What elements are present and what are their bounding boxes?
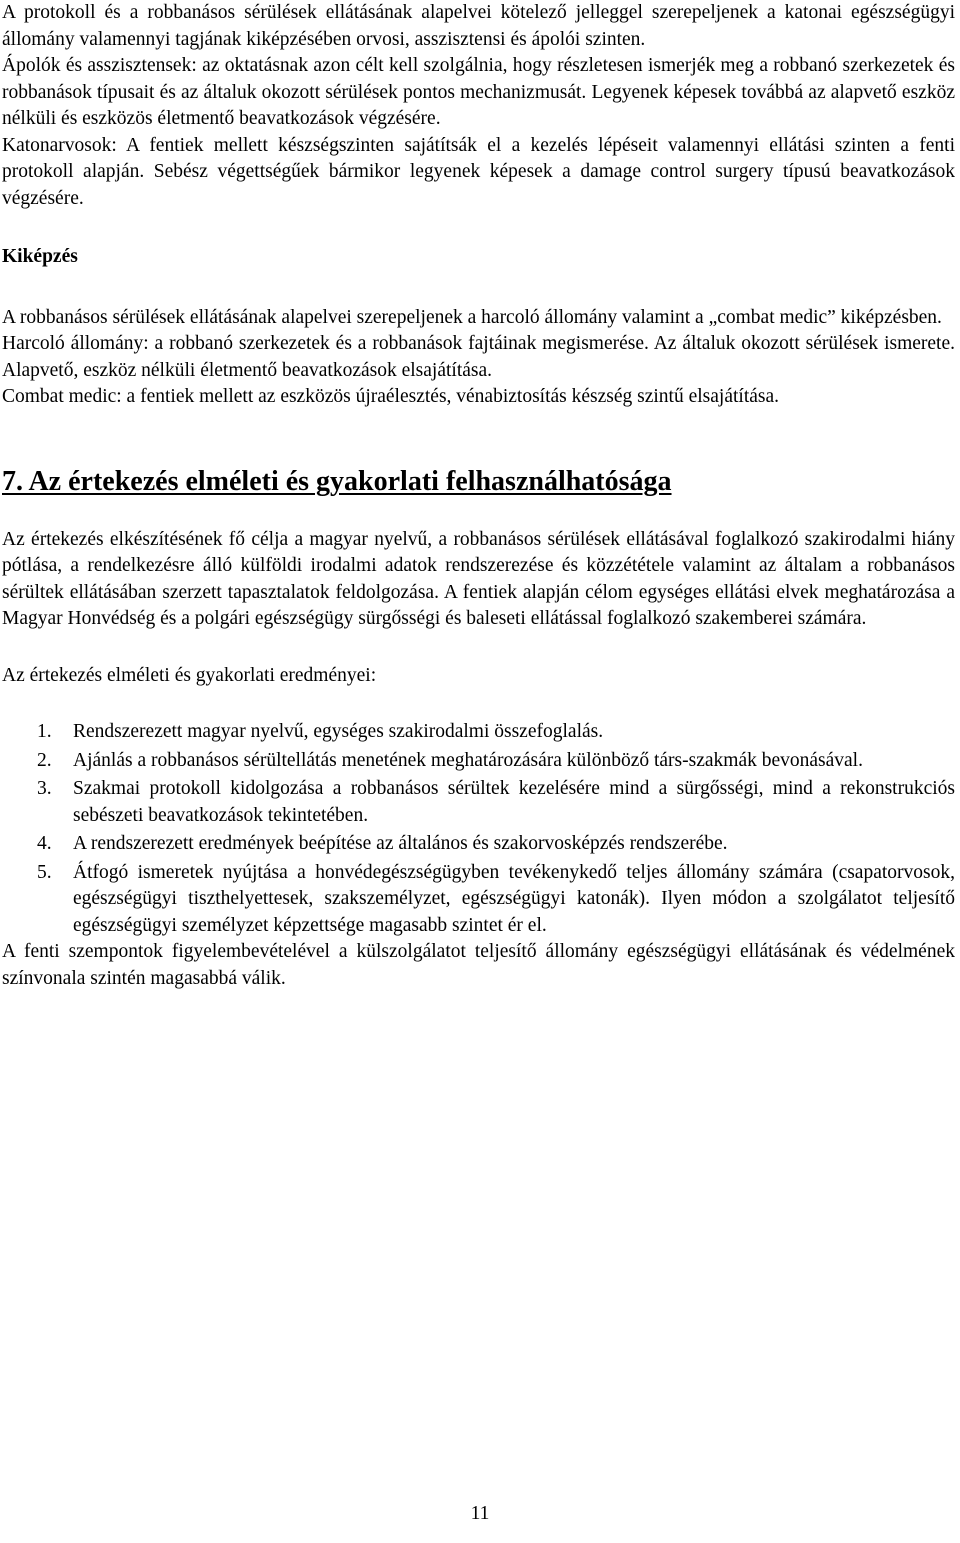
page-content (2, 0, 955, 992)
list-item-number: 2. (37, 749, 52, 771)
list-item (2, 719, 955, 746)
list-item-text: A rendszerezett eredmények beépítése az általános és szakorvosképzés rendszerébe. (73, 833, 728, 854)
results-lead-text: Az értekezés elméleti és gyakorlati eredményei: (2, 664, 377, 686)
intro-paragraph-military-doctors: Katonarvosok: A fentiek mellett készségszinten sajátítsák el a kezelés lépéseit valamennyi ellátási szinten a fenti protokoll alapján. Sebész végettségűek bármikor legyenek képesek a damage control surgery típusú beavatkozások végzésére. (2, 134, 955, 209)
list-item (2, 776, 955, 829)
training-paragraph-combat-medic: Combat medic: a fentiek mellett az eszközös újraélesztés, vénabiztosítás készség szintű elsajátítása. (2, 386, 780, 407)
list-item-number: 3. (37, 778, 52, 799)
section-7-title: 7. Az értekezés elméleti és gyakorlati felhasználhatósága (2, 465, 672, 497)
results-list (2, 719, 955, 939)
section-7-paragraph-goal: Az értekezés elkészítésének fő célja a magyar nyelvű, a robbanásos sérülések ellátásával foglalkozó szakirodalmi hiány pótlása, a rendelkezésre álló külföldi irodalmi adatok rendszerezése és közzététele valamint az általam a robbanásos sérültek ellátásában szerzett tapasztalatok feldolgozása. A fentiek alapján célom egységes ellátási elvek meghatározása a Magyar Honvédség és a polgári egészségügy sürgősségi és baleseti ellátással foglalkozó szakemberei számára. (2, 528, 955, 629)
list-item-number: 4. (37, 833, 52, 854)
list-item (2, 748, 955, 775)
list-item-number: 1. (37, 721, 52, 742)
closing-paragraph: A fenti szempontok figyelembevételével a külszolgálatot teljesítő állomány egészségügyi ellátásának és védelmének színvonala szintén magasabbá válik. (2, 941, 955, 989)
list-item-text: Rendszerezett magyar nyelvű, egységes szakirodalmi összefoglalás. (73, 721, 604, 742)
intro-paragraph-nurses: Ápolók és asszisztensek: az oktatásnak azon célt kell szolgálnia, hogy részletesen ismerjék meg a robbanó szerkezetek és robbanások típusait és az általuk okozott sérülések pontos mechanizmusát. Legyenek képesek továbbá az alapvető eszköz nélküli és eszközös életmentő beavatkozások végzésére. (2, 55, 955, 129)
training-heading: Kiképzés (2, 246, 78, 267)
training-paragraph-principles: A robbanásos sérülések ellátásának alapelvei szerepeljenek a harcoló állomány valamint a „combat medic” kiképzésben. (2, 306, 942, 328)
intro-paragraph-protocol: A protokoll és a robbanásos sérülések ellátásának alapelvei kötelező jelleggel szerepeljenek a katonai egészségügyi állomány valamennyi tagjának kiképzésében orvosi, asszisztensi és ápolói szinten. (2, 2, 955, 50)
training-paragraph-combat-staff: Harcoló állomány: a robbanó szerkezetek és a robbanások fajtáinak megismerése. Az általuk okozott sérülések ismerete. Alapvető, eszköz nélküli életmentő beavatkozások elsajátítása. (2, 333, 955, 381)
page-number: 11 (470, 1503, 490, 1524)
list-item-text: Szakmai protokoll kidolgozása a robbanásos sérültek kezelésére mind a sürgősségi, mind a rekonstrukciós sebészeti beavatkozások tekintetében. (73, 778, 955, 826)
list-item (2, 860, 955, 940)
list-item-number: 5. (37, 861, 52, 883)
list-item (2, 831, 955, 858)
list-item-text: Ajánlás a robbanásos sérültellátás menetének meghatározására különböző társ-szakmák bevonásával. (73, 749, 863, 771)
list-item-text: Átfogó ismeretek nyújtása a honvédegészségügyben tevékenykedő teljes állomány számára (csapatorvosok, egészségügyi tiszthelyettesek, szakszemélyzet, egészségügyi katonák). Ilyen módon a szolgálatot teljesítő egészségügyi személyzet képzettsége magasabb szintet ér el. (73, 861, 955, 936)
